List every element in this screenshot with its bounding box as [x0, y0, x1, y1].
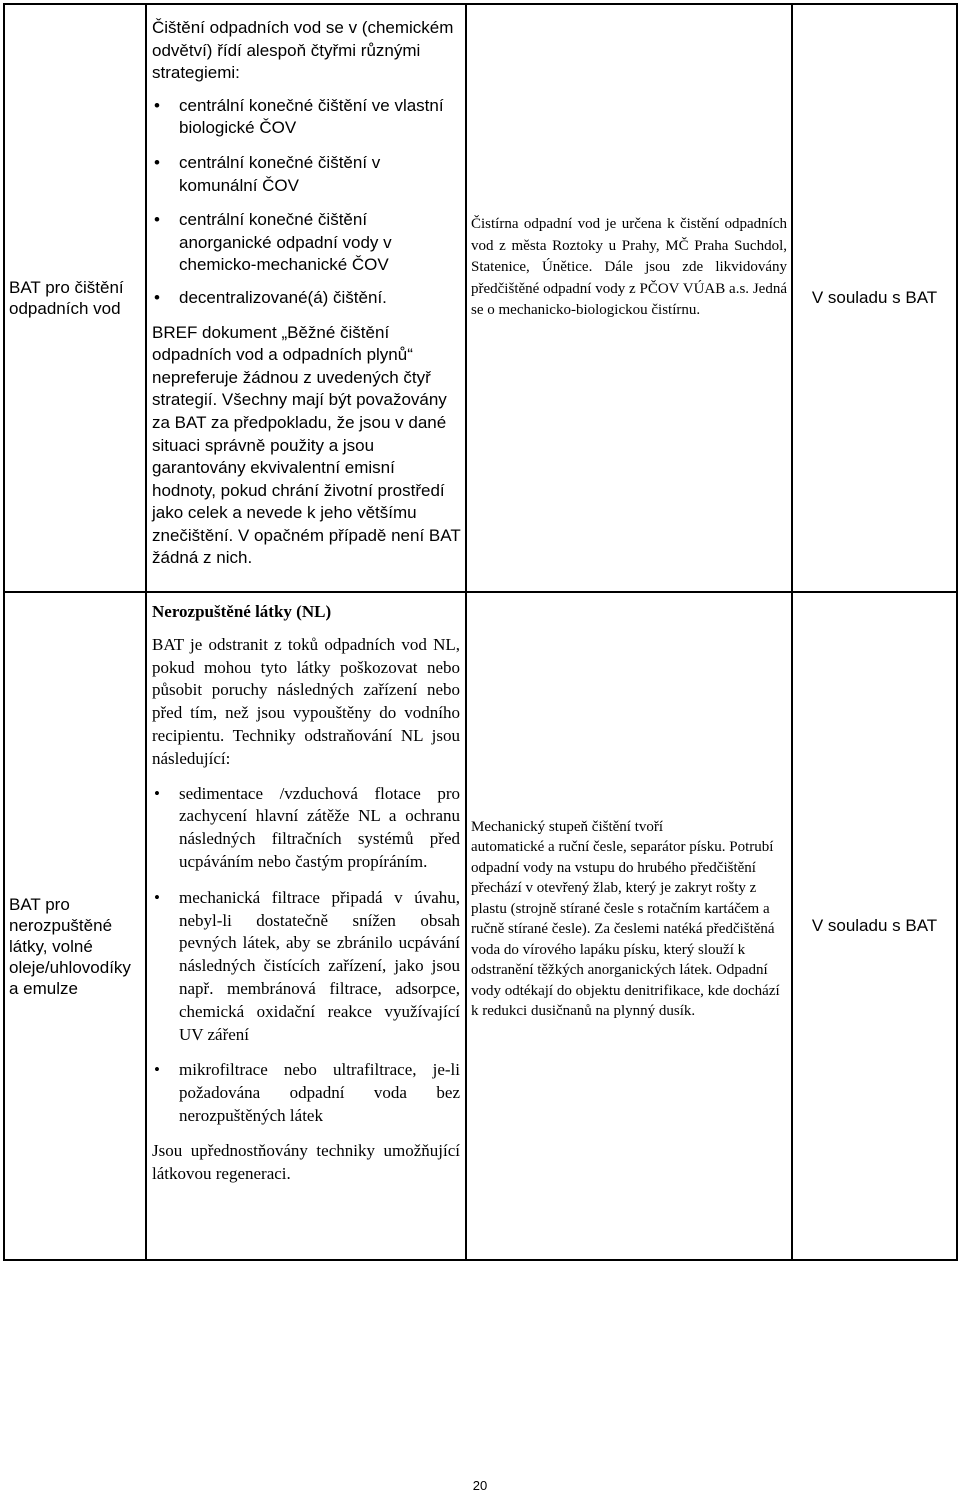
description-intro: BAT je odstranit z toků odpadních vod NL, pokud mohou tyto látky poškozovat nebo působit poruchy následných zařízení nebo před tím, než jsou vypouštěny do vodního recipientu. Techniky odstraňování NL jsou následující: [152, 634, 460, 768]
description-intro: Čištění odpadních vod se v (chemickém odvětví) řídí alespoň čtyřmi různými strategiemi: [152, 18, 454, 83]
description-conclusion: BREF dokument „Běžné čištění odpadních vod a odpadních plynů“ nepreferuje žádnou z uvedených čtyř strategií. Všechny mají být považovány za BAT za předpokladu, že jsou v dané situaci správně použity a jsou garantovány ekvivalentní emisní hodnoty, pokud chrání životní prostředí jako celek a nevede k jeho většímu znečištění. V opačném případě není BAT žádná z nich. [152, 322, 461, 568]
list-item: • mechanická filtrace připadá v úvahu, nebyl-li dostatečně snížen obsah pevných látek, aby se zbránilo ucpávání následných čistících zařízení, jako jsou např. membránová filtrace, adsorpce, chemická oxidační reakce využívající UV záření [152, 887, 460, 1047]
description-conclusion: Jsou upřednostňovány techniky umožňující látkovou regeneraci. [152, 1140, 460, 1183]
plant-paragraph: Mechanický stupeň čištění tvoří [471, 818, 664, 835]
bat-comparison-table [3, 3, 958, 1261]
compliance-verdict: V souladu s BAT [792, 4, 957, 592]
compliance-verdict: V souladu s BAT [792, 592, 957, 1260]
list-item: • centrální konečné čištění ve vlastní biologické ČOV [152, 95, 461, 140]
list-item: • centrální konečné čištění anorganické odpadní vody v chemicko-mechanické ČOV [152, 209, 461, 277]
plant-paragraph: Čistírna odpadní vod je určena k čistění odpadních vod z města Roztoky u Prahy, MČ Praha Suchdol, Statenice, Únětice. Dále jsou zde likvidovány předčištěné odpadní vody z PČOV VÚAB a.s. Jedná se o mechanicko-biologickou čistírnu. [471, 216, 787, 319]
plant-status-text [466, 592, 792, 1260]
table-row [4, 592, 957, 1260]
plant-paragraph: automatické a ruční česle, separátor písku. Potrubí odpadní vody na vstupu do hrubého předčištění přechází v otevřený žlab, který je zakryt rošty z plastu (strojně stírané česle s rotačním kartáčem a ručně stírané česle). Za česlemi natéká předčištěná voda do vírového lapáku písku, který slouží k odstranění těžkých anorganických látek. Odpadní vody odtékají do objektu denitrifikace, kde dochází k redukci dusičnanů na plynný dusík. [471, 839, 780, 1019]
list-item: • sedimentace /vzduchová flotace pro zachycení hlavní zátěže NL a ochranu následných filtračních systémů před ucpáváním nebo častým propíráním. [152, 783, 460, 874]
bat-category-label: BAT pro čištění odpadních vod [4, 4, 146, 592]
page-number: 20 [472, 1478, 488, 1493]
bat-category-label: BAT pro nerozpuštěné látky, volné oleje/uhlovodíky a emulze [4, 592, 146, 1260]
list-item: • mikrofiltrace nebo ultrafiltrace, je-li požadována odpadní voda bez nerozpuštěných látek [152, 1059, 460, 1127]
bat-description [146, 592, 466, 1260]
description-heading: Nerozpuštěné látky (NL) [152, 602, 332, 621]
table-row [4, 4, 957, 592]
strategy-list [152, 95, 461, 310]
plant-status-text [466, 4, 792, 592]
technique-list [152, 783, 460, 1128]
list-item: • centrální konečné čištění v komunální ČOV [152, 152, 461, 197]
list-item: • decentralizované(á) čištění. [152, 287, 461, 310]
bat-description [146, 4, 466, 592]
